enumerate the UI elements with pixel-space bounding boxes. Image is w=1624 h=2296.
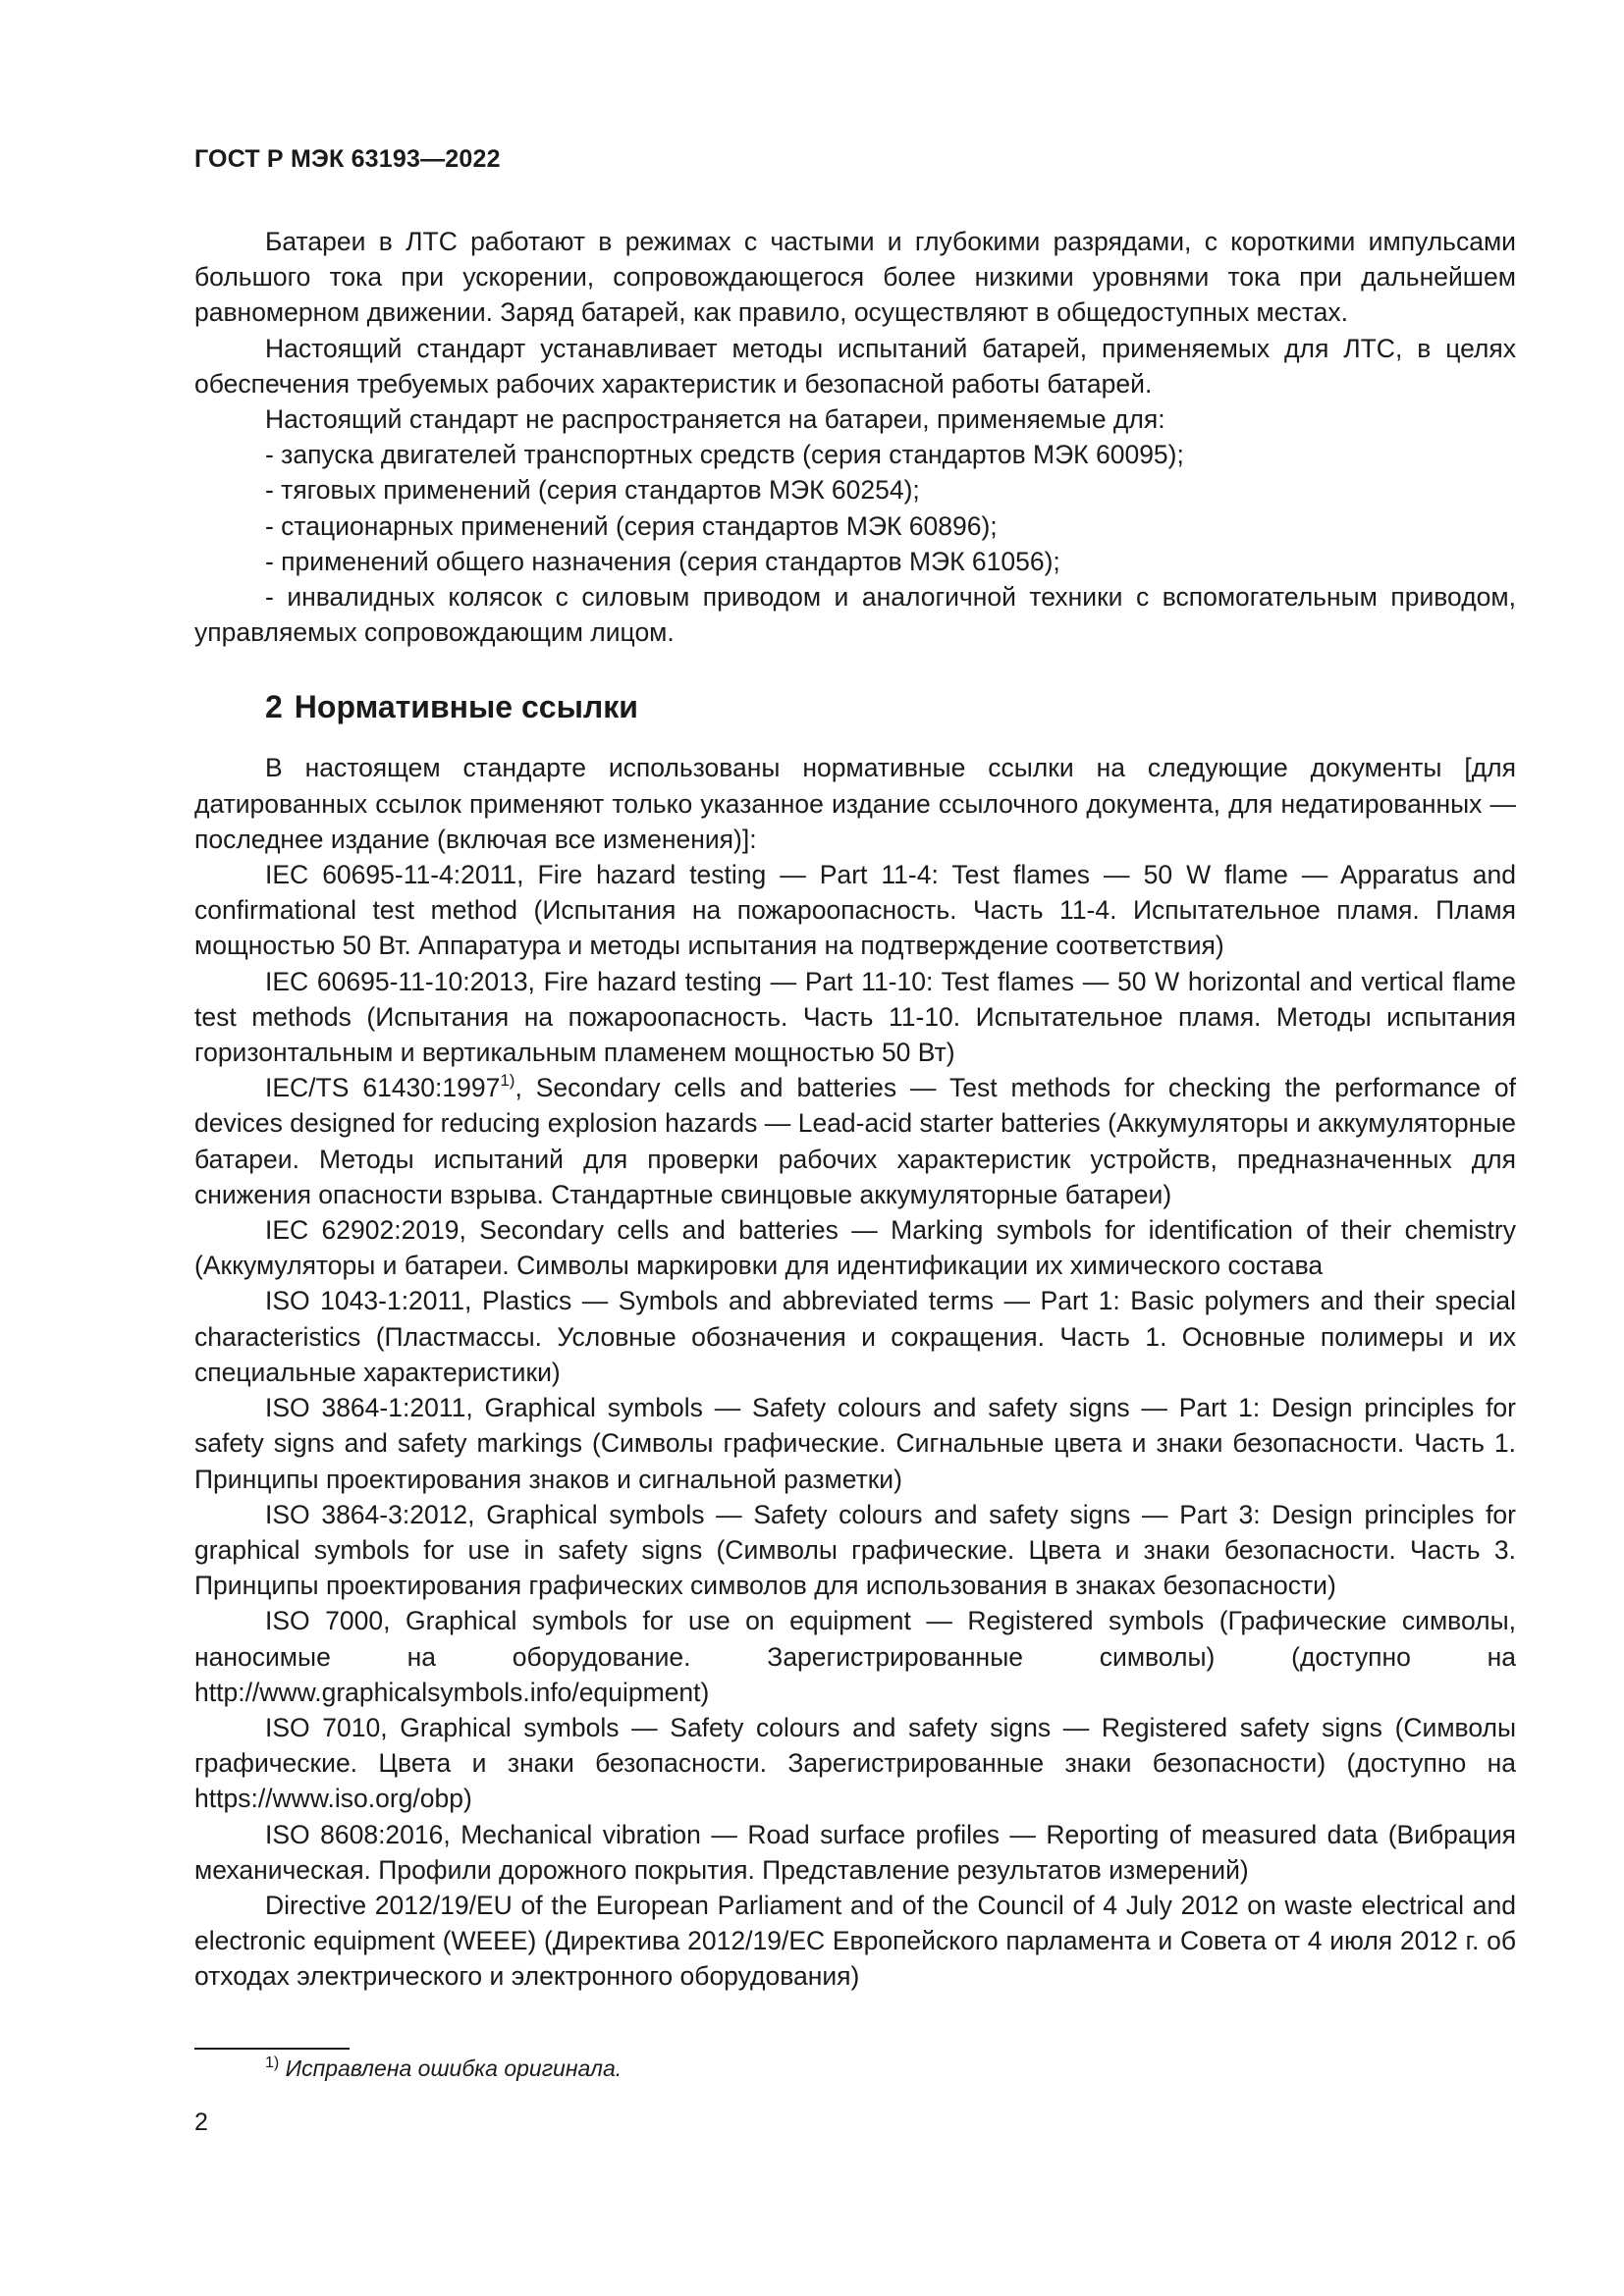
footnote-divider xyxy=(194,2048,350,2050)
reference-item: ISO 8608:2016, Mechanical vibration — Road surface profiles — Reporting of measured data (Вибрация механическая. Профили дорожного покрытия. Представление результатов измерений) xyxy=(194,1819,1516,1885)
reference-item: Directive 2012/19/EU of the European Parliament and of the Council of 4 July 2012 on waste electrical and electronic equipment (WEEE) (Директива 2012/19/EC Европейского парламента и Совета от 4 июля 2012 г. об отходах электрического и электронного оборудования) xyxy=(194,1890,1516,1992)
paragraph: Настоящий стандарт не распространяется на батареи, применяемые для: xyxy=(265,404,1165,435)
list-item: - стационарных применений (серия стандартов МЭК 60896); xyxy=(265,510,998,541)
reference-item: ISO 7010, Graphical symbols — Safety colours and safety signs — Registered safety signs (Символы графические. Цвета и знаки безопасности. Зарегистрированные знаки безопасности) (доступно на https://www.iso.org/obp) xyxy=(194,1712,1516,1814)
footnote-reference-mark[interactable]: 1) xyxy=(500,1071,515,1091)
paragraph: В настоящем стандарте использованы нормативные ссылки на следующие документы [для датированных ссылок применяют только указанное издание ссылочного документа, для недатированных — последнее издание (включая все изменения)]: xyxy=(194,753,1516,854)
list-item: - тяговых применений (серия стандартов МЭК 60254); xyxy=(265,475,920,506)
footnote-mark: 1) xyxy=(265,2055,280,2071)
footnote xyxy=(265,2056,622,2082)
reference-item: IEC 60695-11-4:2011, Fire hazard testing — Part 11-4: Test flames — 50 W flame — Apparatus and confirmational test method (Испытания на пожароопасность. Часть 11-4. Испытательное пламя. Пламя мощностью 50 Вт. Аппаратура и методы испытания на подтверждение соответствия) xyxy=(194,860,1516,961)
paragraph: Настоящий стандарт устанавливает методы испытаний батарей, применяемых для ЛТС, в целях обеспечения требуемых рабочих характеристик и безопасной работы батарей. xyxy=(194,333,1516,399)
reference-item: ISO 3864-3:2012, Graphical symbols — Safety colours and safety signs — Part 3: Design principles for graphical symbols for use in safety signs (Символы графические. Цвета и знаки безопасности. Часть 3. Принципы проектирования графических символов для использования в знаках безопасности) xyxy=(194,1499,1516,1601)
footnote-text: Исправлена ошибка оригинала. xyxy=(285,2056,623,2081)
paragraph: Батареи в ЛТС работают в режимах с частыми и глубокими разрядами, с короткими импульсами большого тока при ускорении, сопровождающегося более низкими уровнями тока при дальнейшем равномерном движении. Заряд батарей, как правило, осуществляют в общедоступных местах. xyxy=(194,227,1516,328)
document-header: ГОСТ Р МЭК 63193—2022 xyxy=(194,145,501,173)
reference-item: IEC 62902:2019, Secondary cells and batteries — Marking symbols for identification of their chemistry (Аккумуляторы и батареи. Символы маркировки для идентификации их химического состава xyxy=(194,1215,1516,1281)
reference-item: ISO 7000, Graphical symbols for use on equipment — Registered symbols (Графические символы, наносимые на оборудование. Зарегистрированные символы) (доступно на http://www.graphicalsymbols.info/equipment) xyxy=(194,1606,1516,1707)
reference-item: ISO 3864-1:2011, Graphical symbols — Safety colours and safety signs — Part 1: Design principles for safety signs and safety markings (Символы графические. Сигнальные цвета и знаки безопасности. Часть 1. Принципы проектирования знаков и сигнальной разметки) xyxy=(194,1393,1516,1494)
list-item: - запуска двигателей транспортных средств (серия стандартов МЭК 60095); xyxy=(265,440,1184,470)
list-item: - применений общего назначения (серия стандартов МЭК 61056); xyxy=(265,546,1060,576)
section-number: 2 xyxy=(265,689,283,725)
section-heading xyxy=(265,687,1516,726)
section-title: Нормативные ссылки xyxy=(294,689,638,725)
page-number: 2 xyxy=(194,2109,208,2136)
reference-code: IEC/TS 61430:1997 xyxy=(265,1073,501,1103)
document-body xyxy=(194,224,1516,1995)
reference-item: IEC 60695-11-10:2013, Fire hazard testing — Part 11-10: Test flames — 50 W horizontal and vertical flame test methods (Испытания на пожароопасность. Часть 11-10. Испытательное пламя. Методы испытания горизонтальным и вертикальным пламенем мощностью 50 Вт) xyxy=(194,966,1516,1068)
list-item: - инвалидных колясок с силовым приводом и аналогичной техники с вспомогательным приводом, управляемых сопровождающим лицом. xyxy=(194,582,1516,648)
reference-item xyxy=(194,1070,1516,1212)
reference-item: ISO 1043-1:2011, Plastics — Symbols and abbreviated terms — Part 1: Basic polymers and their special characteristics (Пластмассы. Условные обозначения и сокращения. Часть 1. Основные полимеры и их специальные характеристики) xyxy=(194,1286,1516,1387)
reference-text: , Secondary cells and batteries — Test methods for checking the performance of devices designed for reducing explosion hazards — Lead-acid starter batteries (Аккумуляторы и аккумуляторные батареи. Методы испытаний для проверки рабочих характеристик устройств, предназначенных для снижения опасности взрыва. Стандартные свинцовые аккумуляторные батареи) xyxy=(194,1073,1516,1209)
